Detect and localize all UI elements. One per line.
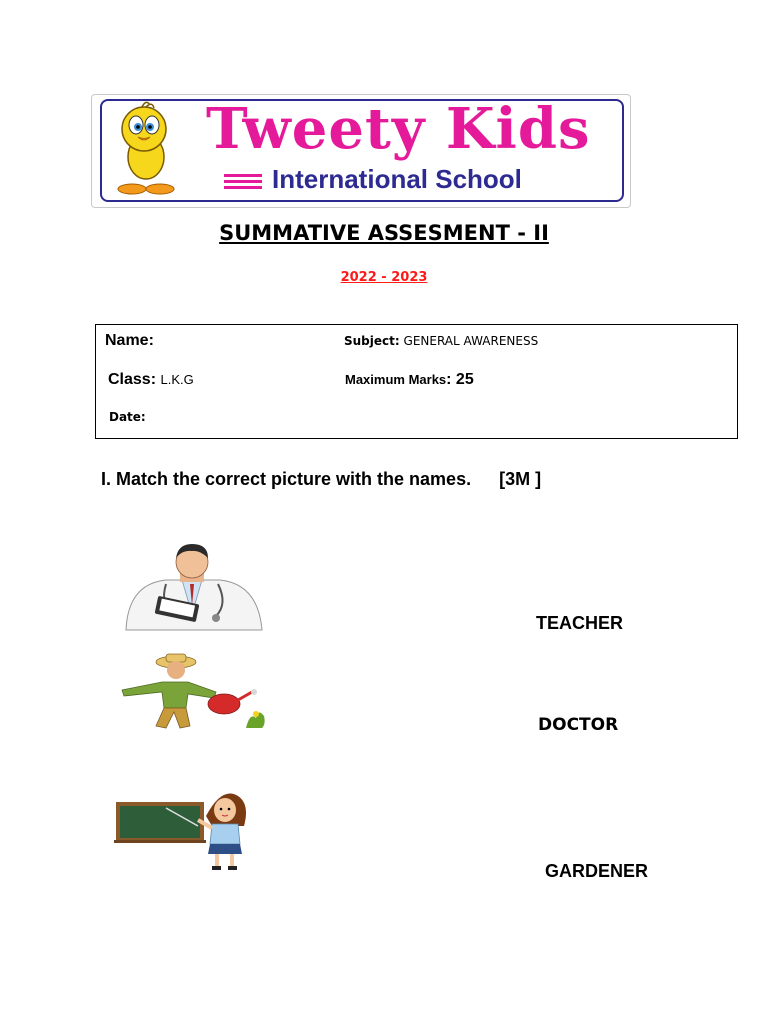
option-doctor: DOCTOR	[538, 715, 619, 735]
academic-year: 2022 - 2023	[340, 270, 428, 285]
question-marks: [3M ]	[499, 469, 542, 489]
option-teacher: TEACHER	[536, 613, 624, 633]
teacher-illustration	[114, 788, 254, 872]
name-label: Name:	[105, 332, 154, 349]
max-marks-label: Maximum Marks	[345, 372, 447, 387]
max-marks-field	[345, 371, 474, 389]
question-text: I. Match the correct picture with the names.	[101, 469, 472, 489]
subject-field	[344, 334, 538, 348]
gardener-illustration	[118, 652, 268, 730]
school-logo-banner	[91, 94, 631, 208]
doctor-illustration	[120, 544, 266, 632]
subject-value: GENERAL AWARENESS	[403, 334, 539, 348]
logo-title: Tweety Kids	[206, 96, 591, 162]
logo-speed-lines	[224, 174, 262, 190]
question-heading	[101, 468, 541, 490]
logo-subtitle: International School	[272, 164, 522, 194]
subject-label: Subject:	[344, 334, 400, 348]
student-info-box	[95, 324, 738, 439]
page-title: SUMMATIVE ASSESMENT - II	[219, 221, 549, 245]
date-label: Date:	[109, 410, 146, 424]
tweety-bird-icon	[102, 99, 202, 199]
class-label: Class:	[108, 371, 157, 388]
option-gardener: GARDENER	[545, 861, 649, 881]
class-field	[108, 371, 194, 389]
class-value: L.K.G	[160, 372, 194, 387]
max-marks-value: : 25	[446, 371, 474, 388]
